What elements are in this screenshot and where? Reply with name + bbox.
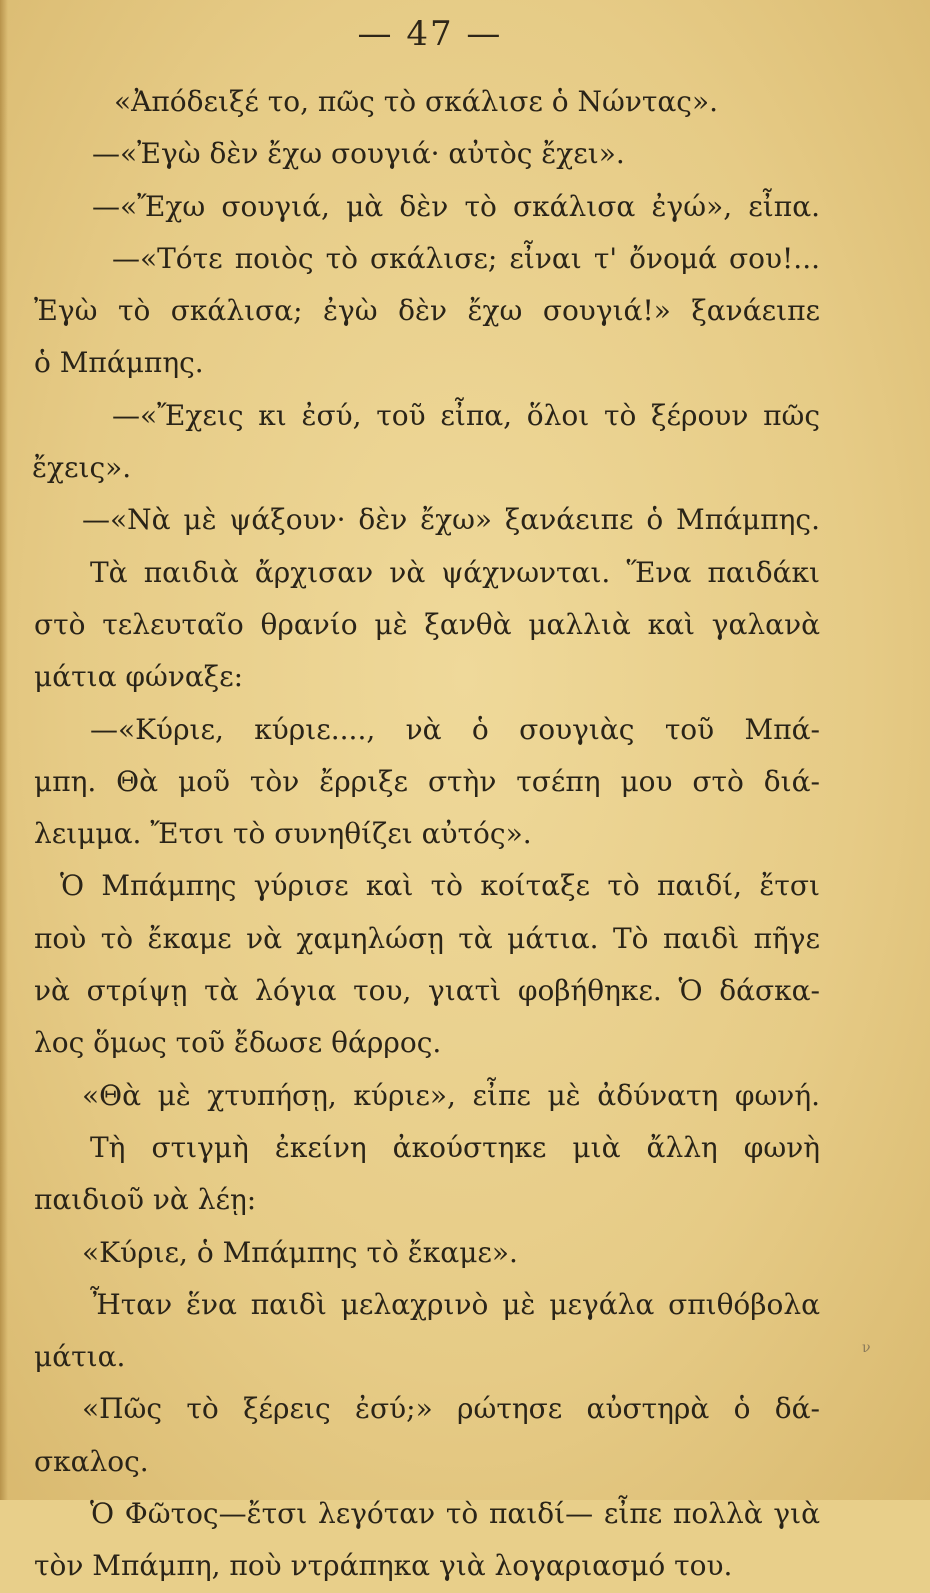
text-line: ποὺ τὸ ἔκαμε νὰ χαμηλώσῃ τὰ μάτια. Τὸ παιδὶ πῆγε xyxy=(34,921,820,955)
text-line: «Πῶς τὸ ξέρεις ἐσύ;» ρώτησε αὐστηρὰ ὁ δά- xyxy=(82,1392,820,1426)
text-line: μάτια φώναξε: xyxy=(34,660,244,694)
text-line: «Ἀπόδειξέ το, πῶς τὸ σκάλισε ὁ Νώντας». xyxy=(114,85,718,118)
text-line: Ὁ Φῶτος—ἔτσι λεγόταν τὸ παιδί— εἶπε πολλὰ γιὰ xyxy=(90,1497,820,1531)
text-line: σκαλος. xyxy=(34,1444,149,1478)
text-line: —«Ἔχω σουγιά, μὰ δὲν τὸ σκάλισα ἐγώ», εἶπα. xyxy=(92,189,820,223)
text-line: μπη. Θὰ μοῦ τὸν ἔρριξε στὴν τσέπη μου στὸ διά- xyxy=(34,764,820,798)
text-line: Τὰ παιδιὰ ἄρχισαν νὰ ψάχνωνται. Ἕνα παιδάκι xyxy=(90,555,820,589)
text-line: νὰ στρίψῃ τὰ λόγια του, γιατὶ φοβήθηκε. Ὁ δάσκα- xyxy=(34,974,820,1008)
text-line: λος ὅμως τοῦ ἔδωσε θάρρος. xyxy=(34,1026,442,1060)
text-line: ὁ Μπάμπης. xyxy=(34,346,204,380)
text-line: Τὴ στιγμὴ ἐκείνη ἀκούστηκε μιὰ ἄλλη φωνὴ xyxy=(90,1130,820,1164)
page-edge-shadow xyxy=(0,0,8,1500)
text-line: Ἦταν ἕνα παιδὶ μελαχρινὸ μὲ μεγάλα σπιθόβολα xyxy=(90,1287,820,1321)
body-text xyxy=(20,76,820,1593)
text-line: λειμμα. Ἔτσι τὸ συνηθίζει αὐτός». xyxy=(34,817,532,851)
text-line: Ἐγὼ τὸ σκάλισα; ἐγὼ δὲν ἔχω σουγιά!» ξανάειπε xyxy=(34,294,820,328)
text-line: —«Τότε ποιὸς τὸ σκάλισε; εἶναι τ' ὄνομά σου!... xyxy=(112,241,820,275)
text-line: στὸ τελευταῖο θρανίο μὲ ξανθὰ μαλλιὰ καὶ γαλανὰ xyxy=(34,607,820,641)
text-line: «Θὰ μὲ χτυπήσῃ, κύριε», εἶπε μὲ ἀδύνατη φωνή. xyxy=(82,1078,820,1112)
margin-mark: ν xyxy=(862,1340,871,1356)
text-line: —«Κύριε, κύριε...., νὰ ὁ σουγιὰς τοῦ Μπά- xyxy=(90,712,820,746)
text-line: παιδιοῦ νὰ λέῃ: xyxy=(34,1183,257,1217)
text-line: Ὁ Μπάμπης γύρισε καὶ τὸ κοίταξε τὸ παιδί, ἔτσι xyxy=(60,869,820,903)
page-number: — 47 — xyxy=(357,14,503,54)
text-line: —«Νὰ μὲ ψάξουν· δὲν ἔχω» ξανάειπε ὁ Μπάμπης. xyxy=(82,503,820,537)
text-line: μάτια. xyxy=(34,1340,126,1374)
text-line: «Κύριε, ὁ Μπάμπης τὸ ἔκαμε». xyxy=(82,1235,518,1269)
text-line: τὸν Μπάμπη, ποὺ ντράπηκα γιὰ λογαριασμό του. xyxy=(34,1549,733,1583)
text-line: —«Ἔχεις κι ἐσύ, τοῦ εἶπα, ὅλοι τὸ ξέρουν πῶς xyxy=(112,398,820,432)
text-line: —«Ἐγὼ δὲν ἔχω σουγιά· αὐτὸς ἔχει». xyxy=(92,137,625,171)
text-line: ἔχεις». xyxy=(32,451,132,485)
